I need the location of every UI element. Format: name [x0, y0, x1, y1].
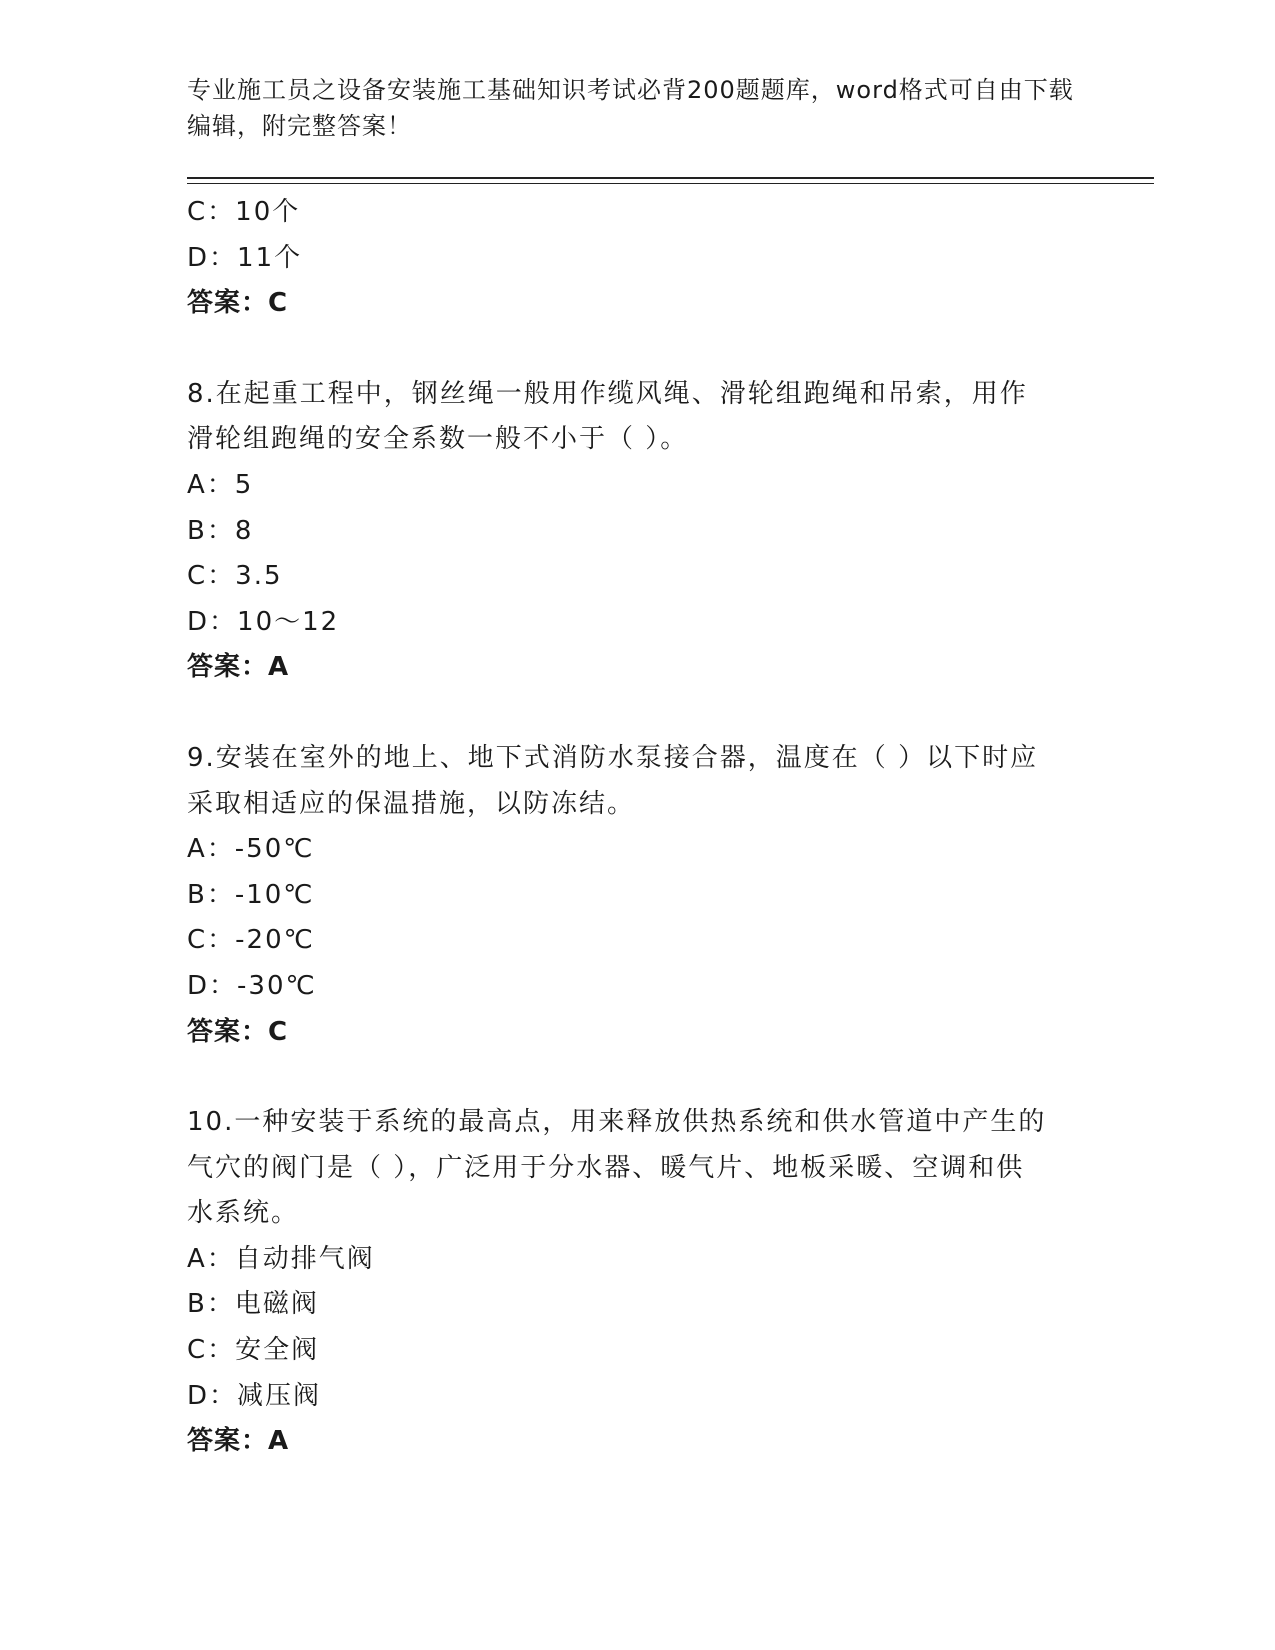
question-stem-line: 8.在起重工程中，钢丝绳一般用作缆风绳、滑轮组跑绳和吊索，用作 [187, 378, 1028, 409]
question-7 [187, 190, 1087, 327]
option-a: A：5 [187, 469, 254, 500]
option-a: A：自动排气阀 [187, 1243, 375, 1274]
question-gap [187, 327, 1087, 372]
answer: 答案：C [187, 288, 289, 319]
option-d: D：-30℃ [187, 970, 317, 1001]
question-stem-line: 滑轮组跑绳的安全系数一般不小于（ ）。 [187, 424, 689, 455]
question-gap [187, 691, 1087, 736]
question-10 [187, 1100, 1087, 1465]
option-a: A：-50℃ [187, 834, 315, 865]
option-d: D：10～12 [187, 606, 340, 637]
option-c: C：10个 [187, 197, 301, 227]
question-stem-line: 9.安装在室外的地上、地下式消防水泵接合器，温度在（ ）以下时应 [187, 742, 1039, 773]
question-stem-line: 采取相适应的保温措施，以防冻结。 [187, 788, 636, 819]
option-b: B：-10℃ [187, 879, 315, 910]
question-stem-line: 水系统。 [187, 1198, 300, 1229]
option-c: C：3.5 [187, 561, 283, 592]
question-stem-line: 气穴的阀门是（ ），广泛用于分水器、暖气片、地板采暖、空调和供 [187, 1152, 1025, 1183]
header-line-2: 编辑，附完整答案！ [187, 112, 412, 140]
header-line-1: 专业施工员之设备安装施工基础知识考试必背200题题库，word格式可自由下载 [187, 76, 1074, 104]
answer: 答案：C [187, 1016, 289, 1047]
option-d: D：11个 [187, 242, 303, 273]
question-8 [187, 372, 1087, 691]
document-body [187, 190, 1087, 1465]
option-d: D：减压阀 [187, 1380, 322, 1411]
option-c: C：-20℃ [187, 925, 315, 956]
answer: 答案：A [187, 652, 290, 683]
question-9 [187, 736, 1087, 1055]
option-b: B：电磁阀 [187, 1289, 319, 1320]
option-b: B：8 [187, 515, 254, 546]
answer: 答案：A [187, 1426, 290, 1457]
question-gap [187, 1055, 1087, 1100]
option-c: C：安全阀 [187, 1335, 320, 1366]
question-stem-line: 10.一种安装于系统的最高点，用来释放供热系统和供水管道中产生的 [187, 1107, 1047, 1138]
document-header [187, 72, 1087, 144]
header-divider-thick [187, 177, 1154, 179]
header-divider-thin [187, 183, 1154, 184]
